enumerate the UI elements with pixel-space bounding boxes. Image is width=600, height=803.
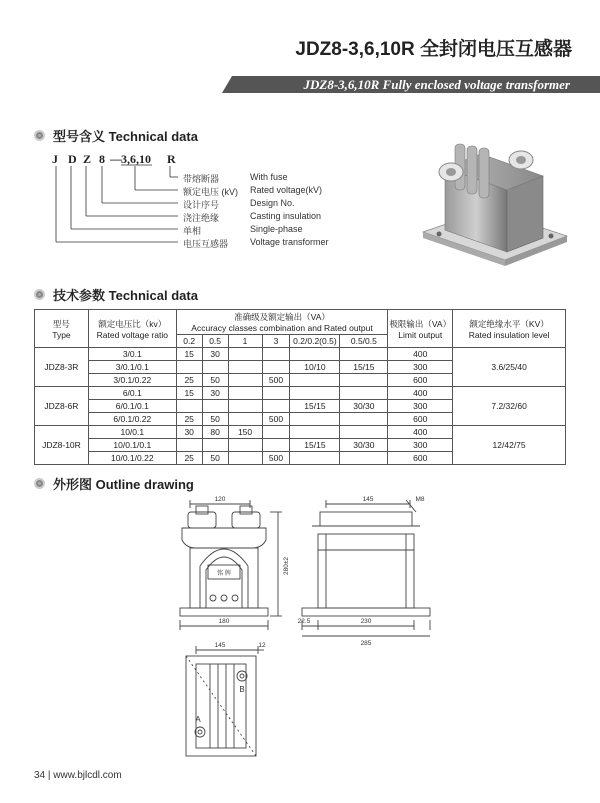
dim-plan-top: 145 xyxy=(214,642,226,649)
th-class: 3 xyxy=(262,335,290,348)
th-insulation-en: Rated insulation level xyxy=(468,329,550,340)
page-footer xyxy=(34,770,122,781)
cell-ratio: 3/0.1/0.22 xyxy=(88,374,176,387)
code-letter: 8 xyxy=(99,152,105,166)
dim-side-total: 285 xyxy=(360,640,372,647)
cell-ratio: 3/0.1 xyxy=(88,348,176,361)
code-letter: J xyxy=(52,152,58,166)
th-limit-cn: 极限输出（VA） xyxy=(389,318,452,329)
cell-ratio: 6/0.1/0.22 xyxy=(88,413,176,426)
code-letter: D xyxy=(68,152,77,166)
page-number: 34 xyxy=(34,770,46,781)
dim-side-top: 145 xyxy=(362,496,374,503)
section-heading-text: 型号含义 Technical data xyxy=(53,129,198,144)
cell: 50 xyxy=(202,374,228,387)
cell: 15/15 xyxy=(290,400,340,413)
dim-side-left: 22.5 xyxy=(297,618,311,625)
legend-en: With fuse xyxy=(250,172,288,182)
cell-limit: 300 xyxy=(388,439,453,452)
page-subtitle: JDZ8-3,6,10R Fully enclosed voltage transformer xyxy=(303,77,570,92)
legend-cn: 带熔断器 xyxy=(183,174,220,184)
legend-cn: 电压互感器 xyxy=(183,239,229,249)
cell-limit: 400 xyxy=(388,348,453,361)
th-accuracy-cn: 准确级及额定输出（VA） xyxy=(234,312,330,322)
cell-type: JDZ8-6R xyxy=(35,387,89,426)
section-heading-text: 外形图 Outline drawing xyxy=(53,477,194,492)
dim-front-top: 120 xyxy=(214,496,226,503)
th-type-cn: 型号 xyxy=(52,318,70,329)
cell-limit: 600 xyxy=(388,413,453,426)
cell-limit: 400 xyxy=(388,426,453,439)
terminal-b-label: B xyxy=(239,685,245,694)
footer-url[interactable]: www.bjlcdl.com xyxy=(53,770,122,781)
cell-limit: 300 xyxy=(388,361,453,374)
cell: 25 xyxy=(176,374,202,387)
cell: 15/15 xyxy=(290,439,340,452)
cell-limit: 600 xyxy=(388,374,453,387)
cell: 30/30 xyxy=(340,439,388,452)
cell-ratio: 6/0.1/0.1 xyxy=(88,400,176,413)
cell: 25 xyxy=(176,452,202,465)
cell: 80 xyxy=(202,426,228,439)
legend-en: Single-phase xyxy=(250,224,303,234)
th-insulation-cn: 额定绝缘水平（KV） xyxy=(469,318,549,329)
cell-limit: 300 xyxy=(388,400,453,413)
dim-side-base: 230 xyxy=(360,618,372,625)
cell: 25 xyxy=(176,413,202,426)
legend-en: Rated voltage(kV) xyxy=(250,185,323,195)
code-letter: 3,6,10 xyxy=(121,152,151,166)
cell-type: JDZ8-3R xyxy=(35,348,89,387)
cell-ratio: 3/0.1/0.1 xyxy=(88,361,176,374)
front-view xyxy=(180,500,282,630)
th-class: 0.5/0.5 xyxy=(340,335,388,348)
th-class: 0.2 xyxy=(176,335,202,348)
legend-en: Voltage transformer xyxy=(250,237,329,247)
code-letter: Z xyxy=(83,152,92,166)
th-ratio-cn: 额定电压比（kv） xyxy=(98,318,167,329)
dim-front-bottom: 180 xyxy=(218,618,230,625)
cell: 500 xyxy=(262,413,290,426)
th-limit-en: Limit output xyxy=(398,329,443,340)
dim-front-height: 280±2 xyxy=(283,556,290,576)
th-class: 0.2/0.2(0.5) xyxy=(290,335,340,348)
cell: 150 xyxy=(228,426,262,439)
legend-cn: 额定电压 (kV) xyxy=(183,187,238,197)
page-title: JDZ8-3,6,10R 全封闭电压互感器 xyxy=(295,39,572,60)
legend-cn: 浇注绝缘 xyxy=(183,213,220,223)
cell: 500 xyxy=(262,452,290,465)
footer-divider: | xyxy=(47,770,51,781)
cell-ratio: 10/0.1/0.1 xyxy=(88,439,176,452)
section-heading-text: 技术参数 Technical data xyxy=(53,288,198,303)
cell: 30 xyxy=(176,426,202,439)
plan-view xyxy=(186,646,264,756)
th-ratio-en: Rated voltage ratio xyxy=(96,329,168,340)
legend-en: Casting insulation xyxy=(250,211,322,221)
th-accuracy-en: Accuracy classes combination and Rated output xyxy=(191,323,373,333)
cell-insulation: 7.2/32/60 xyxy=(453,387,566,426)
cell-insulation: 3.6/25/40 xyxy=(453,348,566,387)
cell-limit: 400 xyxy=(388,387,453,400)
th-class: 0.5 xyxy=(202,335,228,348)
legend-en: Design No. xyxy=(250,198,295,208)
cell: 15/15 xyxy=(340,361,388,374)
legend-cn: 设计序号 xyxy=(183,200,220,210)
cell: 15 xyxy=(176,387,202,400)
cell: 500 xyxy=(262,374,290,387)
dim-side-bolt: M8 xyxy=(415,496,425,503)
cell-ratio: 6/0.1 xyxy=(88,387,176,400)
nameplate-label: 铭 牌 xyxy=(217,571,231,577)
cell-ratio: 10/0.1/0.22 xyxy=(88,452,176,465)
terminal-a-label: A xyxy=(195,715,201,724)
cell: 15 xyxy=(176,348,202,361)
side-view xyxy=(302,500,430,636)
cell: 30 xyxy=(202,387,228,400)
cell-limit: 600 xyxy=(388,452,453,465)
cell-ratio: 10/0.1 xyxy=(88,426,176,439)
cell: 10/10 xyxy=(290,361,340,374)
cell: 50 xyxy=(202,413,228,426)
cell: 30/30 xyxy=(340,400,388,413)
code-letter: — xyxy=(110,152,122,166)
dim-plan-right: 12 xyxy=(258,642,266,649)
th-type-en: Type xyxy=(52,329,71,340)
th-class: 1 xyxy=(228,335,262,348)
legend-cn: 单相 xyxy=(183,226,202,236)
code-letter: R xyxy=(167,152,176,166)
cell-insulation: 12/42/75 xyxy=(453,426,566,465)
cell-type: JDZ8-10R xyxy=(35,426,89,465)
cell: 50 xyxy=(202,452,228,465)
cell: 30 xyxy=(202,348,228,361)
